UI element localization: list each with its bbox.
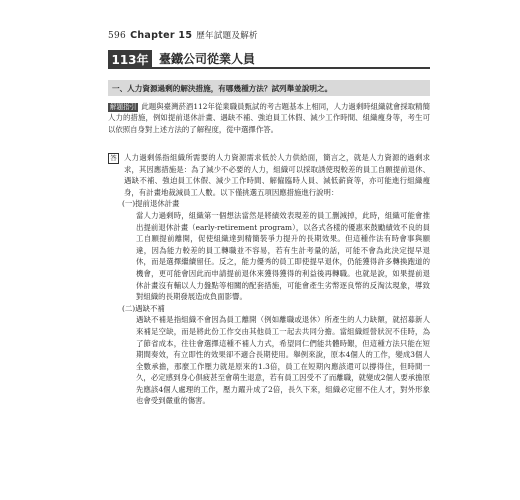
section-heading: (一)提前退休計畫 [122,199,180,209]
section-body: 遇缺不補是指組織不會因為員工離開（例如離職或退休）所產生的人力缺額，就招募新人來補足空缺，而是將此份工作交由其他員工一起去共同分擔。當組織經營狀況不佳時，為了節省成本，往往會選擇這種不補人力式，希望同仁們能共體時艱，但這種方法只能在短期間奏效，有立即性的效果卻不適合長期使用。舉例來說，原本4個人的工作，變成3個人全數承擔，那麼工作壓力就是原來的1.3倍，員工在短期內應該還可以撐得住，但時間一久，必定感到身心俱疲甚至會萌生退意，若有員工因受不了而離職，就變成2個人要承擔原先應該4個人處理的工作，壓力躍升成了2倍，長久下來，組織必定留不住人才，對外形象也會受到嚴重的傷害。 [136,315,430,406]
exam-title: 臺鐵公司從業人員 [152,50,430,69]
analysis-tag: 解題指引 [110,103,137,111]
analysis-block [108,101,430,135]
page-number: 596 [108,31,127,41]
answer-block [108,152,430,407]
chapter-label: Chapter 15 [130,30,193,41]
year-badge: 113年 [108,50,152,69]
answer-section [108,198,430,302]
section-body: 當人力過剩時，組織第一個想法當然是將績效表現差的員工删減掉，此時，組織可能會推出提前退休計畫（early-retirement program），以各式各樣的優惠來鼓勵績效不良的員工自願提前離開，促使組織達到精簡裝爭力提升的長期效果。但這種作法有時會事與願違，因為能力較差的員工轉職並不容易，若有生計考量的話，可能不會為此決定提早退休，而是選擇繼續留任。反之，能力優秀的員工即使提早退休，仍能獲得許多轉換跑道的機會，更可能會因此而申請提前退休來獲得獲得的利益後再轉職。也就是說，如果提前退休計畫沒有輔以人力盤點等相關的配套措施，可能會產生劣幣逐良幣的反淘汰現象，導致對組織的長期發展造成負面影響。 [136,210,430,302]
question-heading: 一、人力資源過剩的解決措施，有哪幾種方法？試列舉並說明之。 [108,80,430,96]
chapter-subtitle: 歷年試題及解析 [196,31,258,41]
exam-title-bar [108,50,430,69]
answer-intro: 人力過剩係指組織所需要的人力資源需求低於人力供給面，簡言之，就是人力資源的過剩求求，其因應措施是：為了減少不必要的人力，組織可以採取誘使現較差的員工自願提前退休、遇缺不補、強迫員工休假、減少工作時間、解僱臨時人員、減低薪資等，亦可能進行組織瘦身，有計畫地裁減員工人數。以下僅挑選五項因應措施進行說明： [124,153,430,197]
analysis-text: 此題與臺灣菸酒112年從業職員甄試的考古題基本上相同，人力過剩時組織就會採取精簡人力的措施，例如提前退休計畫、遇缺不補、強迫員工休假、減少工作時間、組織瘦身等，考生可以依照自身對上述方法的了解程度，從中選擇作答。 [108,102,430,134]
answer-section [108,303,430,407]
page-header [108,29,258,41]
section-heading: (二)遇缺不補 [122,303,165,313]
answer-tag: 答 [108,153,119,164]
